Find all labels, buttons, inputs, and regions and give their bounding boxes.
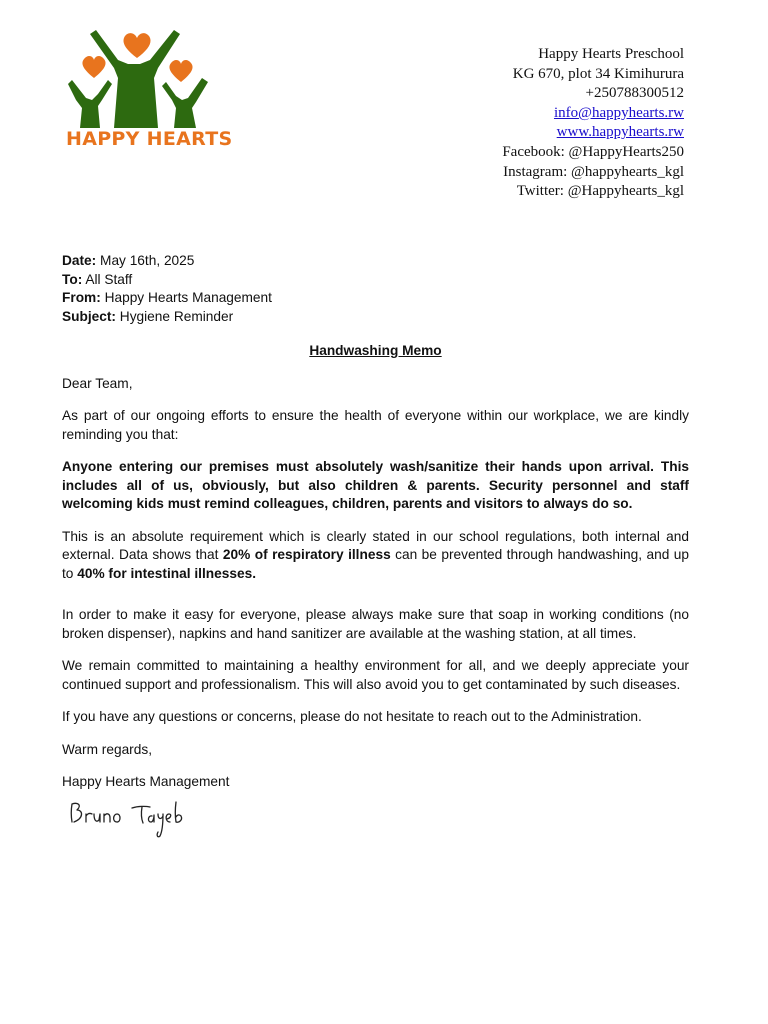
stats-period: . (252, 565, 256, 581)
commitment-paragraph: We remain committed to maintaining a healthy environment for all, and we deeply appreciate your continued support and professionalism. This will also avoid you to get contaminated by such diseases. (62, 658, 689, 692)
intro-paragraph: As part of our ongoing efforts to ensure the health of everyone within our workplace, we are kindly reminding you that: (62, 408, 689, 442)
date-value: May 16th, 2025 (96, 253, 195, 268)
from-value: Happy Hearts Management (100, 290, 272, 305)
supplies-paragraph: In order to make it easy for everyone, please always make sure that soap in working conditions (no broken dispenser), napkins and hand sanitizer are available at the washing station, at all times. (62, 607, 689, 641)
logo-text: HAPPY HEARTS (66, 128, 233, 150)
stats-text-c: can be prevented through handwashing, and up to (62, 547, 690, 581)
logo-left-figure (68, 80, 112, 128)
phone: +250788300512 (585, 85, 684, 102)
email-link[interactable]: info@happyhearts.rw (553, 104, 684, 121)
closing: Warm regards, (62, 741, 152, 757)
requirement-paragraph: Anyone entering our premises must absolutely wash/sanitize their hands upon arrival. This includes all of us, obviously, but also children & parents. Security personnel and staff welcoming kids must remind colleagues, children, parents and visitors to always do so. (62, 459, 689, 511)
from-label: From: (62, 290, 101, 305)
memo-title: Handwashing Memo (309, 343, 442, 358)
to-line (62, 271, 689, 290)
logo-right-figure (162, 78, 208, 128)
twitter-handle: Twitter: @Happyhearts_kgl (516, 183, 684, 200)
stats-highlight-intestinal: 40% for intestinal illnesses (77, 565, 253, 581)
stats-text-a: This is an absolute requirement which is clearly stated in our school regulations, both internal and external. Data shows that (62, 528, 689, 562)
questions-paragraph: If you have any questions or concerns, please do not hesitate to reach out to the Administration. (62, 709, 642, 724)
website-link[interactable]: www.happyhearts.rw (556, 124, 684, 141)
stats-highlight-respiratory: 20% of respiratory illness (222, 547, 391, 562)
logo-heart-right (169, 60, 192, 82)
subject-line (62, 308, 689, 327)
subject-value: Hygiene Reminder (116, 308, 234, 324)
handwritten-signature (66, 796, 206, 844)
school-name: Happy Hearts Preschool (538, 46, 684, 62)
instagram-handle: Instagram: @happyhearts_kgl (503, 163, 684, 180)
date-line (62, 252, 689, 271)
to-value: All Staff (82, 271, 133, 287)
greeting: Dear Team, (62, 375, 133, 391)
subject-label: Subject: (62, 308, 116, 324)
address: KG 670, plot 34 Kimihurura (512, 65, 684, 82)
date-label: Date: (62, 253, 97, 268)
from-line (62, 289, 689, 308)
sender-name: Happy Hearts Management (62, 774, 230, 789)
logo-heart-left (82, 56, 105, 78)
facebook-handle: Facebook: @HappyHearts250 (502, 143, 684, 160)
logo-heart-center (124, 33, 151, 58)
memo-body (62, 252, 689, 792)
contact-block (502, 45, 684, 202)
to-label: To: (62, 271, 83, 287)
stats-paragraph (62, 528, 689, 584)
